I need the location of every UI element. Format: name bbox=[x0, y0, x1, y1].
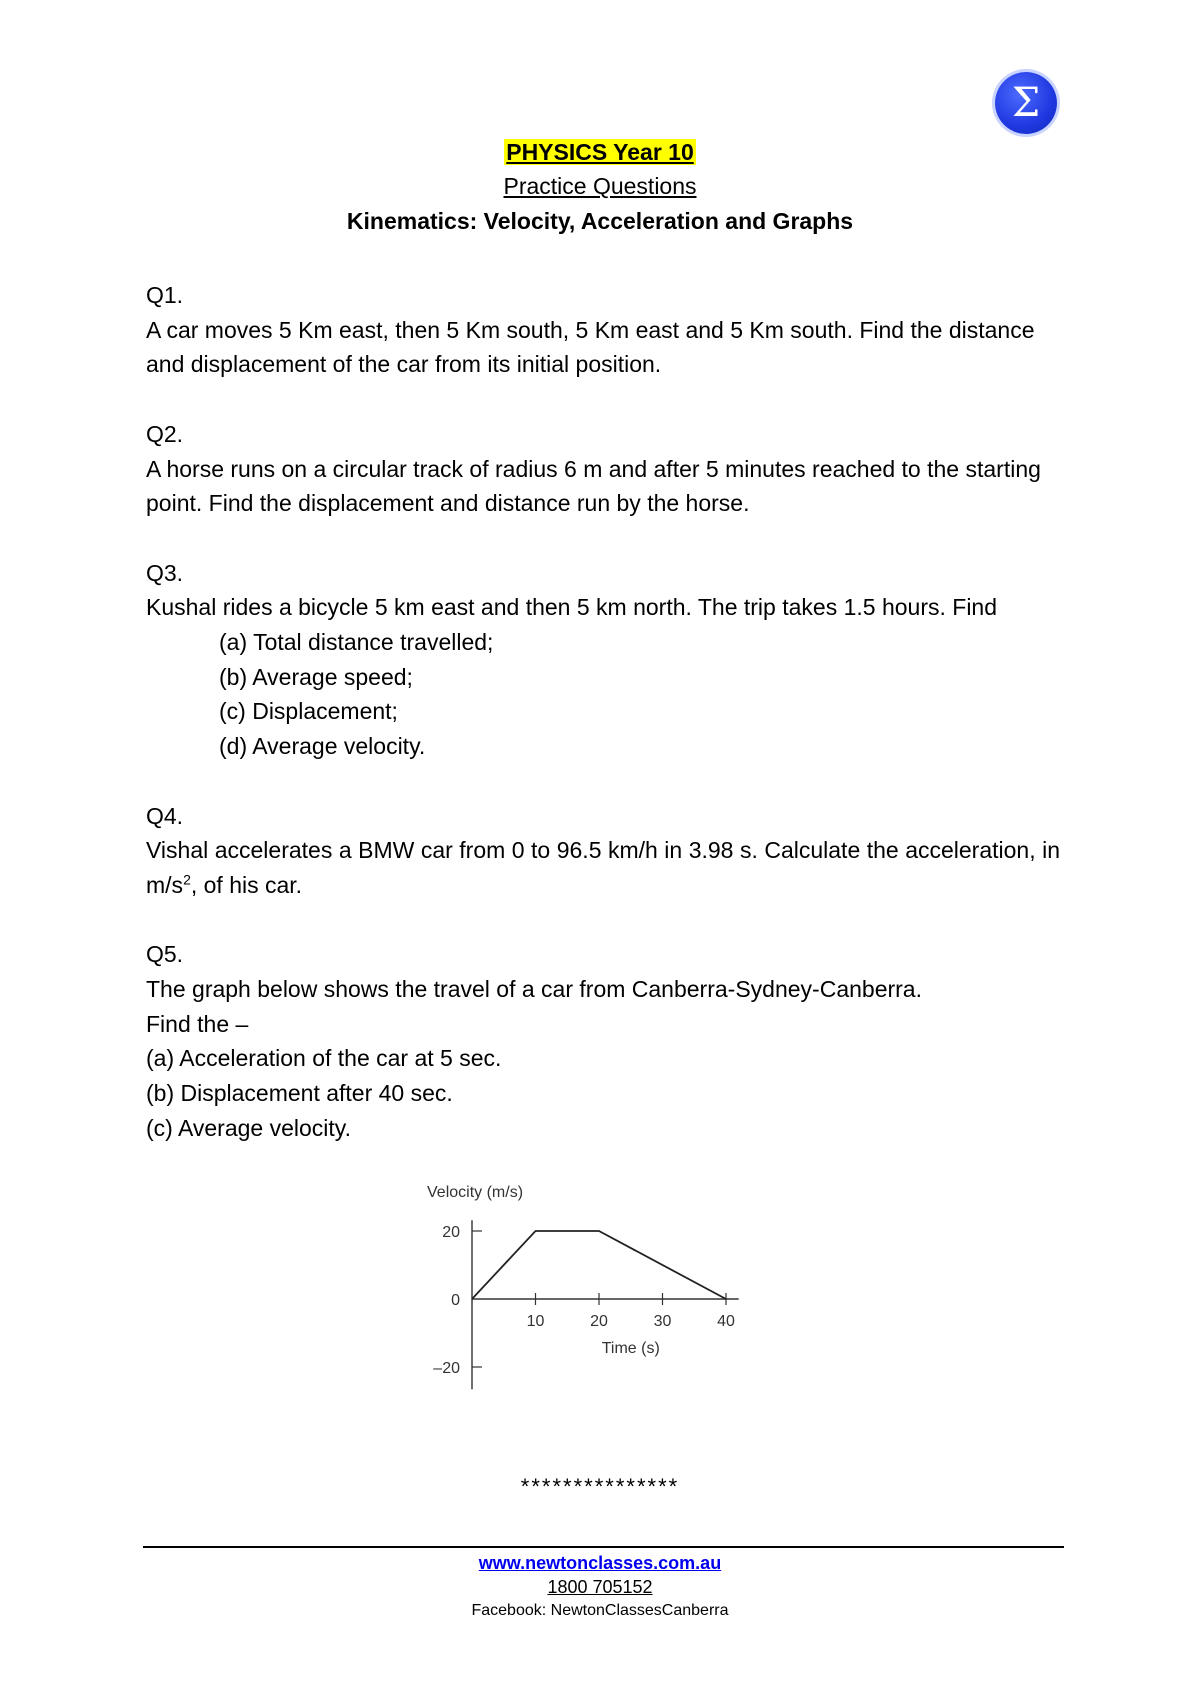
question-part: (a) Total distance travelled; bbox=[219, 629, 494, 655]
question-label: Q5. bbox=[146, 941, 184, 968]
question-3 bbox=[146, 556, 1060, 764]
x-tick-label: 40 bbox=[717, 1313, 735, 1330]
separator: *************** bbox=[520, 1474, 680, 1499]
x-axis-label: Time (s) bbox=[601, 1340, 660, 1357]
x-tick-label: 30 bbox=[653, 1313, 672, 1330]
sigma-logo-icon: Σ bbox=[995, 72, 1057, 134]
question-1 bbox=[146, 278, 1060, 382]
question-label: Q2. bbox=[146, 420, 184, 447]
question-text: Kushal rides a bicycle 5 km east and then 5 km north. The trip takes 1.5 hours. Find bbox=[146, 594, 998, 621]
page-topic: Kinematics: Velocity, Acceleration and Graphs bbox=[346, 208, 854, 234]
question-text: Vishal accelerates a BMW car from 0 to 96.5 km/h in 3.98 s. Calculate the acceleration, in $m/s^2$, of his car. bbox=[146, 837, 1060, 898]
question-4 bbox=[146, 799, 1060, 903]
x-tick-label: 10 bbox=[526, 1313, 545, 1330]
facebook-handle: Facebook: NewtonClassesCanberra bbox=[471, 1602, 729, 1619]
question-5 bbox=[146, 937, 1060, 1145]
question-2 bbox=[146, 417, 1060, 521]
question-part: (b) Displacement after 40 sec. bbox=[146, 1080, 453, 1107]
question-part: (a) Acceleration of the car at 5 sec. bbox=[146, 1045, 502, 1072]
y-tick-label: 20 bbox=[442, 1224, 460, 1241]
question-find: Find the – bbox=[146, 1010, 249, 1037]
website-link[interactable]: www.newtonclasses.com.au bbox=[478, 1553, 722, 1573]
page-title: PHYSICS Year 10 bbox=[506, 139, 694, 165]
phone-number: 1800 705152 bbox=[547, 1577, 653, 1597]
questions bbox=[146, 278, 1060, 1180]
question-text: A car moves 5 Km east, then 5 Km south, 5 Km east and 5 Km south. Find the distance and displacement of the car from its initial position. bbox=[146, 316, 1035, 378]
question-part: (b) Average speed; bbox=[219, 663, 413, 690]
y-tick-label: –20 bbox=[433, 1360, 460, 1377]
question-label: Q4. bbox=[146, 802, 184, 829]
x-tick-label: 20 bbox=[590, 1313, 608, 1330]
question-part: (c) Average velocity. bbox=[146, 1114, 351, 1141]
y-tick-label: 0 bbox=[451, 1292, 460, 1309]
question-part: (d) Average velocity. bbox=[219, 733, 426, 760]
question-text: A horse runs on a circular track of radius 6 m and after 5 minutes reached to the starting point. Find the displacement and distance run by the horse. bbox=[146, 455, 1041, 517]
page-subtitle: Practice Questions bbox=[503, 173, 697, 199]
question-label: Q3. bbox=[146, 559, 184, 586]
question-part: (c) Displacement; bbox=[219, 698, 398, 725]
y-axis-label: Velocity (m/s) bbox=[427, 1184, 524, 1201]
question-label: Q1. bbox=[146, 282, 184, 308]
question-text: The graph below shows the travel of a car from Canberra-Sydney-Canberra. bbox=[146, 976, 922, 1002]
velocity-series-line bbox=[472, 1231, 726, 1299]
footer-divider bbox=[143, 1546, 1064, 1548]
velocity-time-graph bbox=[425, 1180, 785, 1400]
